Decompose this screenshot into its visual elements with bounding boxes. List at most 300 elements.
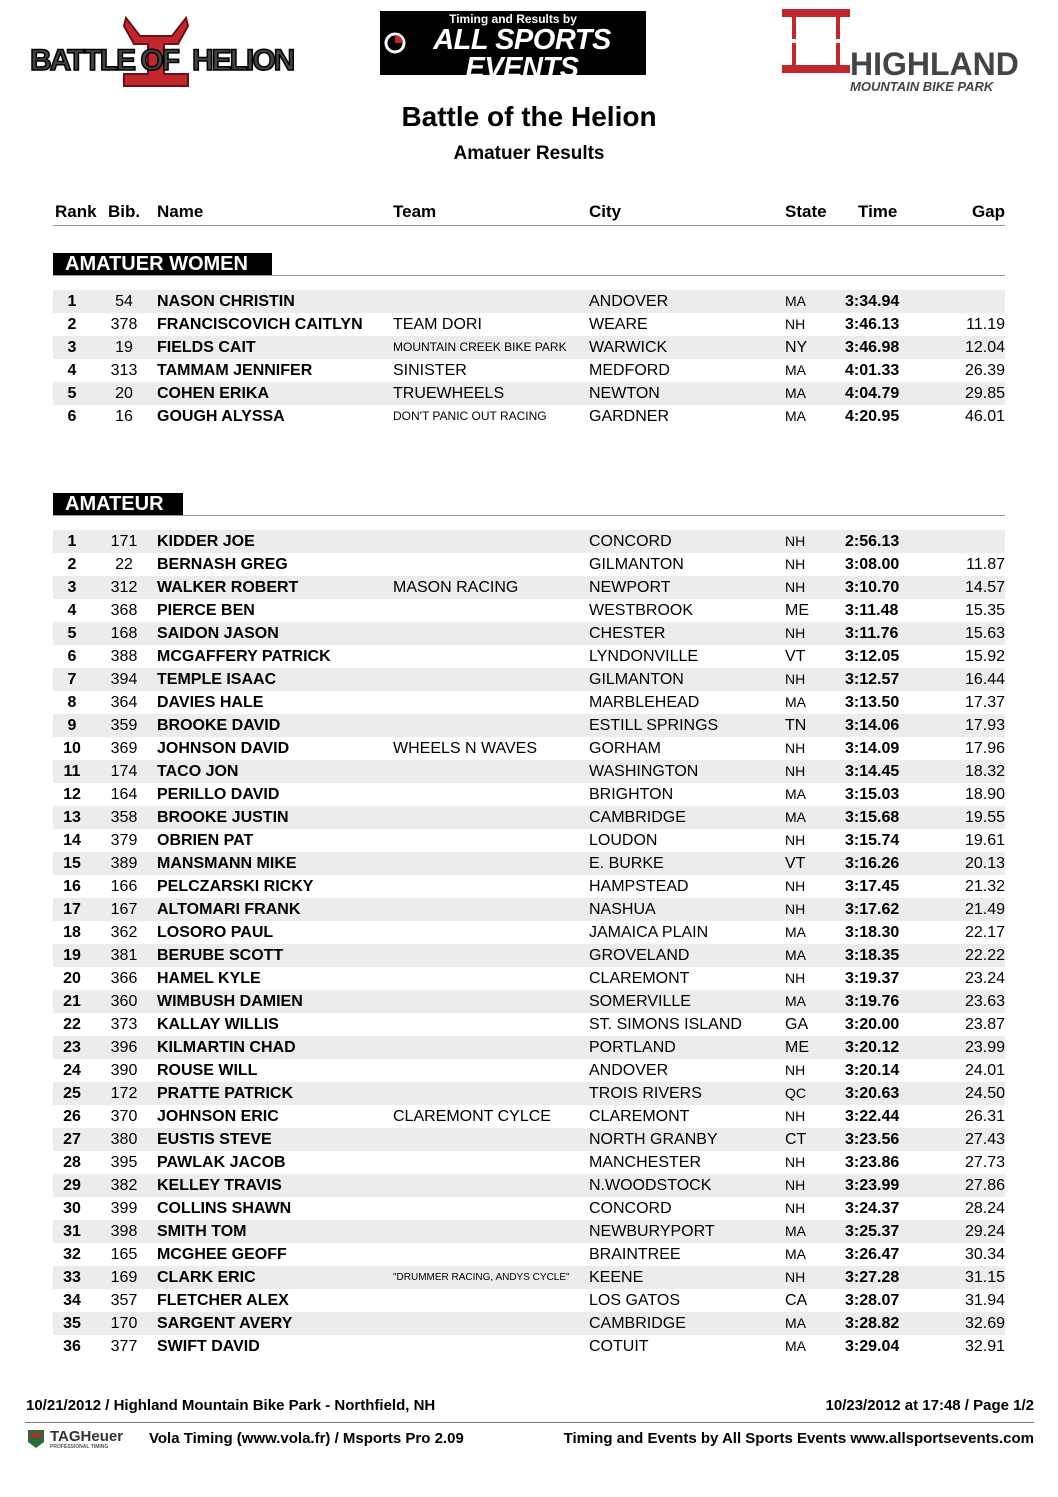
cell-rank: 14 bbox=[63, 832, 81, 849]
cell-state: MA bbox=[785, 809, 806, 825]
column-header-rank: Rank bbox=[55, 202, 97, 221]
cell-city: SOMERVILLE bbox=[589, 993, 691, 1010]
cell-name: TACO JON bbox=[157, 763, 239, 780]
cell-city: GILMANTON bbox=[589, 671, 684, 688]
cell-state: ME bbox=[785, 1039, 809, 1056]
cell-time: 3:18.30 bbox=[845, 924, 900, 941]
cell-city: CHESTER bbox=[589, 625, 666, 642]
cell-state: NH bbox=[785, 579, 806, 595]
cell-state: GA bbox=[785, 1016, 809, 1033]
cell-city: COTUIT bbox=[589, 1338, 649, 1355]
cell-gap: 17.93 bbox=[964, 717, 1005, 734]
cell-name: BERNASH GREG bbox=[157, 556, 288, 573]
timing-credit: Timing and Events by All Sports Events www.allsportsevents.com bbox=[563, 1430, 1034, 1447]
cell-time: 3:34.94 bbox=[845, 293, 900, 310]
cell-bib: 167 bbox=[110, 901, 138, 918]
table-row bbox=[53, 967, 1005, 990]
table-row bbox=[53, 576, 1005, 599]
cell-time: 3:15.68 bbox=[845, 809, 900, 826]
cell-rank: 22 bbox=[63, 1016, 81, 1033]
cell-bib: 362 bbox=[110, 924, 138, 941]
cell-bib: 313 bbox=[110, 362, 138, 379]
cell-gap: 19.61 bbox=[964, 832, 1005, 849]
cell-bib: 169 bbox=[110, 1269, 138, 1286]
cell-rank: 27 bbox=[63, 1131, 81, 1148]
cell-rank: 17 bbox=[63, 901, 81, 918]
table-row bbox=[53, 714, 1005, 737]
cell-name: LOSORO PAUL bbox=[157, 924, 274, 941]
cell-gap: 17.96 bbox=[964, 740, 1005, 757]
table-row bbox=[53, 737, 1005, 760]
table-row bbox=[53, 553, 1005, 576]
cell-time: 3:10.70 bbox=[845, 579, 900, 596]
cell-state: MA bbox=[785, 1246, 806, 1262]
cell-state: NY bbox=[785, 339, 808, 356]
cell-city: NEWBURYPORT bbox=[589, 1223, 715, 1240]
cell-state: NH bbox=[785, 556, 806, 572]
cell-rank: 11 bbox=[63, 763, 81, 780]
cell-team: "DRUMMER RACING, ANDYS CYCLE" bbox=[393, 1272, 570, 1283]
cell-name: NASON CHRISTIN bbox=[157, 293, 295, 310]
cell-gap: 12.04 bbox=[964, 339, 1005, 356]
cell-gap: 27.73 bbox=[964, 1154, 1005, 1171]
cell-team: MASON RACING bbox=[393, 579, 519, 596]
cell-name: MCGHEE GEOFF bbox=[157, 1246, 287, 1263]
cell-bib: 399 bbox=[110, 1200, 138, 1217]
table-row bbox=[53, 1174, 1005, 1197]
cell-time: 3:46.98 bbox=[845, 339, 900, 356]
cell-bib: 174 bbox=[110, 763, 138, 780]
table-row bbox=[53, 668, 1005, 691]
footer-divider bbox=[25, 1422, 1034, 1423]
cell-name: JOHNSON DAVID bbox=[157, 740, 290, 757]
cell-gap: 21.49 bbox=[964, 901, 1005, 918]
cell-state: NH bbox=[785, 763, 806, 779]
cell-name: SARGENT AVERY bbox=[157, 1315, 293, 1332]
cell-time: 3:23.99 bbox=[845, 1177, 900, 1194]
cell-rank: 26 bbox=[63, 1108, 81, 1125]
cell-state: QC bbox=[785, 1085, 806, 1101]
table-row bbox=[53, 1289, 1005, 1312]
cell-city: WESTBROOK bbox=[589, 602, 694, 619]
cell-gap: 29.85 bbox=[964, 385, 1005, 402]
cell-state: NH bbox=[785, 740, 806, 756]
table-row bbox=[53, 691, 1005, 714]
timing-event-services: TIMING AND EVENT SERVICES bbox=[438, 82, 588, 93]
cell-name: FLETCHER ALEX bbox=[157, 1292, 289, 1309]
cell-gap: 17.37 bbox=[964, 694, 1005, 711]
column-header-city: City bbox=[589, 202, 622, 221]
cell-city: WEARE bbox=[589, 316, 648, 333]
cell-rank: 7 bbox=[67, 671, 77, 688]
cell-rank: 24 bbox=[63, 1062, 81, 1079]
cell-gap: 31.15 bbox=[964, 1269, 1005, 1286]
cell-bib: 172 bbox=[110, 1085, 138, 1102]
cell-rank: 35 bbox=[63, 1315, 81, 1332]
cell-bib: 379 bbox=[110, 832, 138, 849]
cell-rank: 32 bbox=[63, 1246, 81, 1263]
section-label-amateur: AMATEUR bbox=[53, 493, 183, 515]
table-row bbox=[53, 405, 1005, 428]
table-row bbox=[53, 829, 1005, 852]
highland-logo bbox=[778, 5, 1018, 95]
cell-city: WASHINGTON bbox=[589, 763, 699, 780]
cell-state: NH bbox=[785, 1269, 806, 1285]
cell-city: GARDNER bbox=[589, 408, 670, 425]
cell-bib: 168 bbox=[110, 625, 138, 642]
cell-state: MA bbox=[785, 786, 806, 802]
cell-gap: 16.44 bbox=[964, 671, 1005, 688]
table-row bbox=[53, 760, 1005, 783]
cell-rank: 10 bbox=[63, 740, 81, 757]
cell-name: KELLEY TRAVIS bbox=[157, 1177, 282, 1194]
table-row bbox=[53, 1243, 1005, 1266]
cell-city: CONCORD bbox=[589, 1200, 672, 1217]
cell-state: MA bbox=[785, 385, 806, 401]
event-info: 10/21/2012 / Highland Mountain Bike Park - Northfield, NH bbox=[26, 1397, 436, 1414]
cell-rank: 21 bbox=[63, 993, 81, 1010]
cell-city: BRAINTREE bbox=[589, 1246, 681, 1263]
cell-city: GROVELAND bbox=[589, 947, 690, 964]
cell-rank: 16 bbox=[63, 878, 81, 895]
cell-name: MANSMANN MIKE bbox=[157, 855, 297, 872]
cell-gap: 14.57 bbox=[964, 579, 1005, 596]
cell-city: JAMAICA PLAIN bbox=[589, 924, 709, 941]
cell-gap: 46.01 bbox=[964, 408, 1005, 425]
cell-time: 3:12.57 bbox=[845, 671, 900, 688]
cell-state: ME bbox=[785, 602, 809, 619]
cell-state: CT bbox=[785, 1131, 807, 1148]
cell-state: MA bbox=[785, 924, 806, 940]
cell-time: 3:26.47 bbox=[845, 1246, 900, 1263]
cell-rank: 8 bbox=[67, 694, 77, 711]
table-row bbox=[53, 990, 1005, 1013]
cell-name: CLARK ERIC bbox=[157, 1269, 256, 1286]
cell-time: 3:23.56 bbox=[845, 1131, 900, 1148]
cell-name: TAMMAM JENNIFER bbox=[157, 362, 313, 379]
cell-bib: 381 bbox=[110, 947, 138, 964]
cell-gap: 21.32 bbox=[964, 878, 1005, 895]
svg-text:BATTLE OF: BATTLE OF bbox=[30, 44, 179, 77]
cell-name: GOUGH ALYSSA bbox=[157, 408, 285, 425]
cell-bib: 166 bbox=[110, 878, 138, 895]
cell-time: 3:19.76 bbox=[845, 993, 900, 1010]
cell-rank: 31 bbox=[63, 1223, 81, 1240]
cell-state: NH bbox=[785, 901, 806, 917]
cell-bib: 357 bbox=[110, 1292, 138, 1309]
cell-state: VT bbox=[785, 855, 806, 872]
cell-name: KIDDER JOE bbox=[157, 533, 255, 550]
cell-gap: 18.90 bbox=[964, 786, 1005, 803]
table-row bbox=[53, 852, 1005, 875]
cell-city: LOS GATOS bbox=[589, 1292, 680, 1309]
cell-rank: 19 bbox=[63, 947, 81, 964]
cell-bib: 388 bbox=[110, 648, 138, 665]
table-row bbox=[53, 1128, 1005, 1151]
cell-gap: 28.24 bbox=[964, 1200, 1005, 1217]
column-header-name: Name bbox=[157, 202, 204, 221]
cell-gap: 31.94 bbox=[964, 1292, 1005, 1309]
cell-rank: 25 bbox=[63, 1085, 81, 1102]
cell-gap: 27.43 bbox=[964, 1131, 1005, 1148]
cell-bib: 312 bbox=[110, 579, 138, 596]
cell-time: 3:24.37 bbox=[845, 1200, 900, 1217]
cell-state: NH bbox=[785, 1177, 806, 1193]
cell-city: LOUDON bbox=[589, 832, 658, 849]
cell-name: ROUSE WILL bbox=[157, 1062, 258, 1079]
cell-rank: 36 bbox=[63, 1338, 81, 1355]
table-row bbox=[53, 806, 1005, 829]
table-row bbox=[53, 530, 1005, 553]
cell-city: KEENE bbox=[589, 1269, 644, 1286]
cell-time: 3:11.76 bbox=[845, 625, 899, 642]
cell-name: EUSTIS STEVE bbox=[157, 1131, 272, 1148]
column-header-time: Time bbox=[858, 202, 898, 221]
cell-rank: 15 bbox=[63, 855, 81, 872]
cell-bib: 22 bbox=[115, 556, 133, 573]
cell-city: GORHAM bbox=[589, 740, 661, 757]
cell-rank: 20 bbox=[63, 970, 81, 987]
cell-rank: 28 bbox=[63, 1154, 81, 1171]
cell-city: ANDOVER bbox=[589, 293, 669, 310]
table-row bbox=[53, 599, 1005, 622]
cell-gap: 15.35 bbox=[964, 602, 1005, 619]
page-title: Battle of the Helion bbox=[401, 101, 657, 132]
cell-city: HAMPSTEAD bbox=[589, 878, 689, 895]
cell-team: WHEELS N WAVES bbox=[393, 740, 538, 757]
cell-bib: 382 bbox=[110, 1177, 138, 1194]
cell-gap: 29.24 bbox=[964, 1223, 1005, 1240]
cell-state: NH bbox=[785, 878, 806, 894]
cell-name: PELCZARSKI RICKY bbox=[157, 878, 314, 895]
cell-name: WALKER ROBERT bbox=[157, 579, 299, 596]
cell-rank: 1 bbox=[67, 293, 77, 310]
cell-time: 3:08.00 bbox=[845, 556, 900, 573]
section-divider bbox=[53, 515, 1005, 516]
timing-results-by: Timing and Results by bbox=[449, 12, 577, 26]
table-row bbox=[53, 645, 1005, 668]
cell-state: MA bbox=[785, 947, 806, 963]
all-sports-events-name: ALL SPORTS EVENTS bbox=[433, 24, 611, 84]
cell-name: PIERCE BEN bbox=[157, 602, 255, 619]
table-row bbox=[53, 1266, 1005, 1289]
cell-city: ESTILL SPRINGS bbox=[589, 717, 719, 734]
table-row bbox=[53, 1082, 1005, 1105]
cell-rank: 2 bbox=[67, 556, 77, 573]
cell-name: OBRIEN PAT bbox=[157, 832, 254, 849]
cell-gap: 30.34 bbox=[964, 1246, 1005, 1263]
column-header-state: State bbox=[785, 202, 827, 221]
cell-city: ANDOVER bbox=[589, 1062, 669, 1079]
cell-gap: 23.24 bbox=[964, 970, 1005, 987]
table-row bbox=[53, 336, 1005, 359]
all-sports-events-logo bbox=[380, 11, 646, 104]
tag-heuer-sub: PROFESSIONAL TIMING bbox=[50, 1444, 109, 1450]
cell-state: NH bbox=[785, 1200, 806, 1216]
cell-name: HAMEL KYLE bbox=[157, 970, 261, 987]
table-row bbox=[53, 944, 1005, 967]
cell-bib: 19 bbox=[115, 339, 133, 356]
cell-city: GILMANTON bbox=[589, 556, 684, 573]
cell-team: DON'T PANIC OUT RACING bbox=[393, 409, 547, 423]
cell-name: SAIDON JASON bbox=[157, 625, 279, 642]
cell-bib: 380 bbox=[110, 1131, 138, 1148]
cell-gap: 24.50 bbox=[964, 1085, 1005, 1102]
cell-time: 4:20.95 bbox=[845, 408, 900, 425]
cell-rank: 5 bbox=[67, 625, 77, 642]
cell-state: TN bbox=[785, 717, 807, 734]
cell-state: MA bbox=[785, 362, 806, 378]
cell-city: N.WOODSTOCK bbox=[589, 1177, 712, 1194]
cell-bib: 377 bbox=[110, 1338, 138, 1355]
highland-tagline: MOUNTAIN BIKE PARK bbox=[850, 79, 994, 94]
table-row bbox=[53, 921, 1005, 944]
cell-bib: 164 bbox=[110, 786, 138, 803]
cell-city: MEDFORD bbox=[589, 362, 670, 379]
column-header-row bbox=[53, 202, 1005, 226]
table-row bbox=[53, 1013, 1005, 1036]
page-subtitle: Amatuer Results bbox=[453, 143, 605, 164]
cell-city: NORTH GRANBY bbox=[589, 1131, 718, 1148]
cell-gap: 23.87 bbox=[964, 1016, 1005, 1033]
cell-bib: 366 bbox=[110, 970, 138, 987]
cell-gap: 22.17 bbox=[964, 924, 1005, 941]
cell-name: KILMARTIN CHAD bbox=[157, 1039, 296, 1056]
cell-state: MA bbox=[785, 1315, 806, 1331]
cell-city: E. BURKE bbox=[589, 855, 664, 872]
cell-name: KALLAY WILLIS bbox=[157, 1016, 279, 1033]
cell-gap: 32.91 bbox=[964, 1338, 1005, 1355]
cell-rank: 6 bbox=[67, 648, 77, 665]
cell-time: 3:28.82 bbox=[845, 1315, 900, 1332]
cell-city: MANCHESTER bbox=[589, 1154, 702, 1171]
cell-rank: 23 bbox=[63, 1039, 81, 1056]
table-row bbox=[53, 622, 1005, 645]
cell-name: BROOKE JUSTIN bbox=[157, 809, 289, 826]
cell-time: 4:01.33 bbox=[845, 362, 900, 379]
cell-bib: 165 bbox=[110, 1246, 138, 1263]
cell-city: CAMBRIDGE bbox=[589, 809, 686, 826]
table-row bbox=[53, 359, 1005, 382]
cell-name: BERUBE SCOTT bbox=[157, 947, 284, 964]
cell-rank: 2 bbox=[67, 316, 77, 333]
cell-state: MA bbox=[785, 293, 806, 309]
cell-state: NH bbox=[785, 1154, 806, 1170]
cell-name: SMITH TOM bbox=[157, 1223, 247, 1240]
cell-team: TRUEWHEELS bbox=[393, 385, 505, 402]
cell-city: CONCORD bbox=[589, 533, 672, 550]
cell-rank: 9 bbox=[67, 717, 77, 734]
table-row bbox=[53, 313, 1005, 336]
cell-rank: 4 bbox=[67, 602, 77, 619]
cell-gap: 32.69 bbox=[964, 1315, 1005, 1332]
cell-bib: 358 bbox=[110, 809, 138, 826]
cell-time: 3:14.45 bbox=[845, 763, 900, 780]
cell-state: NH bbox=[785, 970, 806, 986]
cell-bib: 394 bbox=[110, 671, 138, 688]
stopwatch-icon bbox=[384, 31, 406, 53]
table-row bbox=[53, 1220, 1005, 1243]
cell-gap: 15.92 bbox=[964, 648, 1005, 665]
cell-gap: 24.01 bbox=[964, 1062, 1005, 1079]
table-row bbox=[53, 898, 1005, 921]
cell-name: COHEN ERIKA bbox=[157, 385, 270, 402]
table-row bbox=[53, 1105, 1005, 1128]
cell-time: 3:20.63 bbox=[845, 1085, 900, 1102]
cell-bib: 390 bbox=[110, 1062, 138, 1079]
cell-state: NH bbox=[785, 832, 806, 848]
cell-time: 3:14.09 bbox=[845, 740, 900, 757]
column-header-bib: Bib. bbox=[108, 202, 141, 221]
all-sports-events-url: www.allsportsevents.com bbox=[445, 92, 581, 104]
cell-time: 3:29.04 bbox=[845, 1338, 900, 1355]
table-row bbox=[53, 783, 1005, 806]
cell-state: NH bbox=[785, 1062, 806, 1078]
cell-time: 3:20.00 bbox=[845, 1016, 900, 1033]
cell-bib: 171 bbox=[110, 533, 138, 550]
cell-name: FRANCISCOVICH CAITLYN bbox=[157, 316, 363, 333]
cell-state: MA bbox=[785, 993, 806, 1009]
cell-time: 3:12.05 bbox=[845, 648, 900, 665]
table-row bbox=[53, 1151, 1005, 1174]
table-row bbox=[53, 1335, 1005, 1358]
cell-state: MA bbox=[785, 408, 806, 424]
cell-team: MOUNTAIN CREEK BIKE PARK bbox=[393, 340, 567, 354]
cell-city: NASHUA bbox=[589, 901, 656, 918]
table-row bbox=[53, 1197, 1005, 1220]
column-header-team: Team bbox=[393, 202, 437, 221]
cell-city: BRIGHTON bbox=[589, 786, 674, 803]
cell-state: NH bbox=[785, 316, 806, 332]
cell-rank: 18 bbox=[63, 924, 81, 941]
cell-name: MCGAFFERY PATRICK bbox=[157, 648, 331, 665]
table-row bbox=[53, 382, 1005, 405]
cell-rank: 34 bbox=[63, 1292, 81, 1309]
cell-name: JOHNSON ERIC bbox=[157, 1108, 279, 1125]
table-row bbox=[53, 1312, 1005, 1335]
cell-name: PERILLO DAVID bbox=[157, 786, 280, 803]
cell-rank: 3 bbox=[67, 579, 77, 596]
cell-state: NH bbox=[785, 625, 806, 641]
cell-time: 3:13.50 bbox=[845, 694, 900, 711]
cell-time: 3:46.13 bbox=[845, 316, 900, 333]
table-row bbox=[53, 1059, 1005, 1082]
svg-text:HELION: HELION bbox=[192, 44, 294, 77]
cell-state: MA bbox=[785, 694, 806, 710]
print-info: 10/23/2012 at 17:48 / Page 1/2 bbox=[825, 1397, 1034, 1414]
cell-gap: 23.99 bbox=[964, 1039, 1005, 1056]
software-info: Vola Timing (www.vola.fr) / Msports Pro 2.09 bbox=[149, 1430, 464, 1447]
cell-name: ALTOMARI FRANK bbox=[157, 901, 301, 918]
cell-rank: 4 bbox=[67, 362, 77, 379]
cell-city: CAMBRIDGE bbox=[589, 1315, 686, 1332]
cell-state: NH bbox=[785, 1108, 806, 1124]
cell-bib: 368 bbox=[110, 602, 138, 619]
cell-time: 3:14.06 bbox=[845, 717, 900, 734]
cell-time: 3:27.28 bbox=[845, 1269, 900, 1286]
cell-time: 3:15.74 bbox=[845, 832, 900, 849]
cell-gap: 27.86 bbox=[964, 1177, 1005, 1194]
cell-state: MA bbox=[785, 1338, 806, 1354]
cell-rank: 13 bbox=[63, 809, 81, 826]
tag-heuer-logo bbox=[26, 1428, 146, 1450]
cell-time: 3:28.07 bbox=[845, 1292, 900, 1309]
section-label-amatuer-women: AMATUER WOMEN bbox=[53, 253, 272, 275]
footer-info bbox=[26, 1396, 1034, 1416]
cell-city: NEWTON bbox=[589, 385, 660, 402]
cell-city: WARWICK bbox=[589, 339, 668, 356]
cell-rank: 6 bbox=[67, 408, 77, 425]
